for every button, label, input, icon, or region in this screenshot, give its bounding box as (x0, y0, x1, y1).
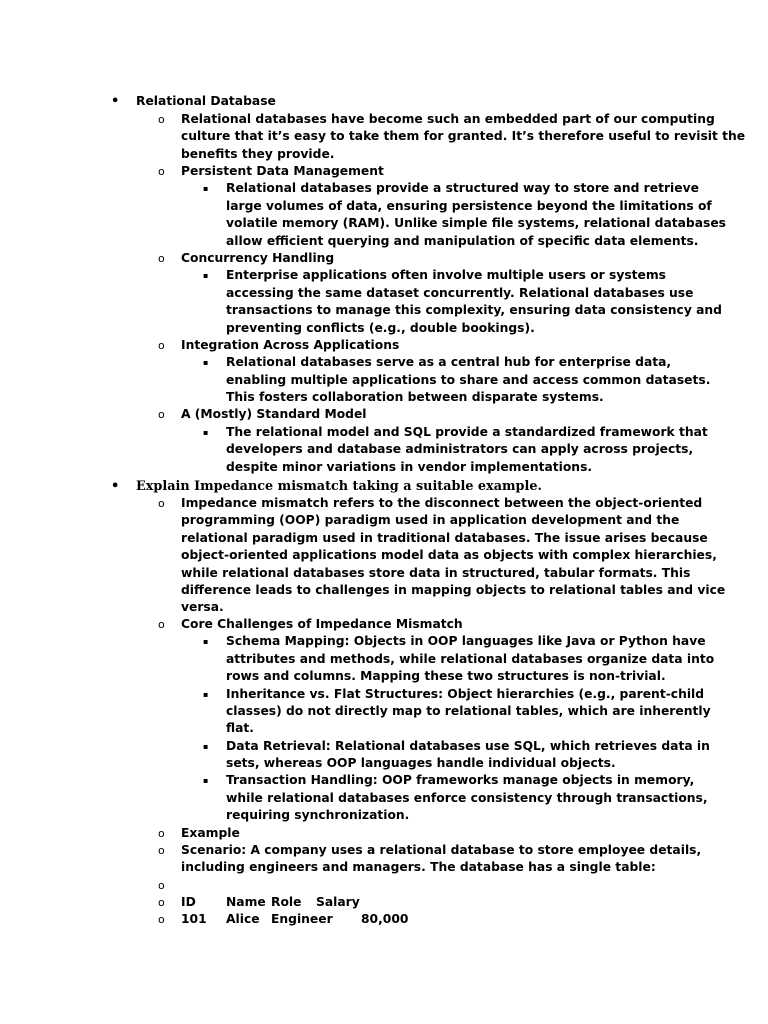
challenge-text: rows and columns. Mapping these two structures is non-trivial. (226, 669, 666, 683)
table-header-cell: ID (181, 895, 196, 909)
benefit-text: volatile memory (RAM). Unlike simple file systems, relational databases (226, 216, 726, 230)
intro-line: benefits they provide. (181, 147, 335, 161)
scenario-line: including engineers and managers. The database has a single table: (181, 860, 656, 874)
bullet-circle: o (158, 339, 165, 352)
benefit-title: A (Mostly) Standard Model (181, 407, 367, 421)
benefit-text: allow efficient querying and manipulation of specific data elements. (226, 234, 699, 248)
challenge-text: while relational databases enforce consistency through transactions, (226, 791, 708, 805)
intro-line: Relational databases have become such an embedded part of our computing (181, 112, 715, 126)
bullet-circle: o (158, 879, 165, 892)
benefit-text: enabling multiple applications to share and access common datasets. (226, 373, 711, 387)
challenge-text: Transaction Handling: OOP frameworks manage objects in memory, (226, 773, 695, 787)
bullet-circle: o (158, 618, 165, 631)
bullet-square: ▪ (203, 690, 209, 699)
bullet-square: ▪ (203, 776, 209, 785)
benefit-text: The relational model and SQL provide a standardized framework that (226, 425, 708, 439)
benefit-text: despite minor variations in vendor implementations. (226, 460, 593, 474)
benefit-text: Enterprise applications often involve multiple users or systems (226, 268, 667, 282)
challenge-text: Data Retrieval: Relational databases use SQL, which retrieves data in (226, 739, 710, 753)
example-label: Example (181, 826, 240, 840)
bullet-square: ▪ (203, 184, 209, 193)
benefit-text: transactions to manage this complexity, ensuring data consistency and (226, 303, 722, 317)
table-header-cell: Role (271, 895, 302, 909)
challenges-title: Core Challenges of Impedance Mismatch (181, 617, 463, 631)
challenge-text: flat. (226, 721, 254, 735)
bullet-square: ▪ (203, 428, 209, 437)
benefit-text: developers and database administrators can apply across projects, (226, 442, 694, 456)
definition-line: difference leads to challenges in mapping objects to relational tables and vice (181, 583, 726, 597)
challenge-text: attributes and methods, while relational databases organize data into (226, 652, 715, 666)
section-heading-impedance: Explain Impedance mismatch taking a suitable example. (136, 479, 542, 494)
section-heading-relational: Relational Database (136, 94, 276, 108)
benefit-text: large volumes of data, ensuring persistence beyond the limitations of (226, 199, 712, 213)
intro-line: culture that it’s easy to take them for granted. It’s therefore useful to revisit the (181, 129, 746, 143)
bullet-circle: o (158, 252, 165, 265)
challenge-text: Inheritance vs. Flat Structures: Object hierarchies (e.g., parent-child (226, 687, 705, 701)
bullet-disc: • (111, 94, 120, 109)
bullet-circle: o (158, 844, 165, 857)
bullet-square: ▪ (203, 358, 209, 367)
bullet-square: ▪ (203, 271, 209, 280)
definition-line: programming (OOP) paradigm used in application development and the (181, 513, 680, 527)
definition-line: relational paradigm used in traditional databases. The issue arises because (181, 531, 708, 545)
bullet-circle: o (158, 913, 165, 926)
definition-line: Impedance mismatch refers to the disconnect between the object-oriented (181, 496, 703, 510)
benefit-title: Concurrency Handling (181, 251, 335, 265)
bullet-circle: o (158, 113, 165, 126)
definition-line: versa. (181, 600, 224, 614)
benefit-text: preventing conflicts (e.g., double bookings). (226, 321, 535, 335)
bullet-square: ▪ (203, 742, 209, 751)
scenario-line: Scenario: A company uses a relational database to store employee details, (181, 843, 702, 857)
table-cell: Alice (226, 912, 260, 926)
bullet-circle: o (158, 497, 165, 510)
bullet-circle: o (158, 827, 165, 840)
table-header-cell: Name (226, 895, 266, 909)
benefit-text: accessing the same dataset concurrently. Relational databases use (226, 286, 694, 300)
benefit-title: Persistent Data Management (181, 164, 384, 178)
bullet-square: ▪ (203, 637, 209, 646)
bullet-circle: o (158, 896, 165, 909)
table-cell: 80,000 (361, 912, 409, 926)
bullet-circle: o (158, 408, 165, 421)
table-cell: Engineer (271, 912, 333, 926)
bullet-disc: • (111, 479, 120, 494)
challenge-text: Schema Mapping: Objects in OOP languages like Java or Python have (226, 634, 706, 648)
benefit-text: Relational databases serve as a central hub for enterprise data, (226, 355, 672, 369)
table-header-cell: Salary (316, 895, 360, 909)
table-cell: 101 (181, 912, 207, 926)
bullet-circle: o (158, 165, 165, 178)
challenge-text: requiring synchronization. (226, 808, 410, 822)
benefit-title: Integration Across Applications (181, 338, 400, 352)
definition-line: object-oriented applications model data as objects with complex hierarchies, (181, 548, 717, 562)
definition-line: while relational databases store data in structured, tabular formats. This (181, 566, 691, 580)
benefit-text: Relational databases provide a structured way to store and retrieve (226, 181, 699, 195)
challenge-text: classes) do not directly map to relational tables, which are inherently (226, 704, 711, 718)
challenge-text: sets, whereas OOP languages handle individual objects. (226, 756, 616, 770)
benefit-text: This fosters collaboration between disparate systems. (226, 390, 604, 404)
